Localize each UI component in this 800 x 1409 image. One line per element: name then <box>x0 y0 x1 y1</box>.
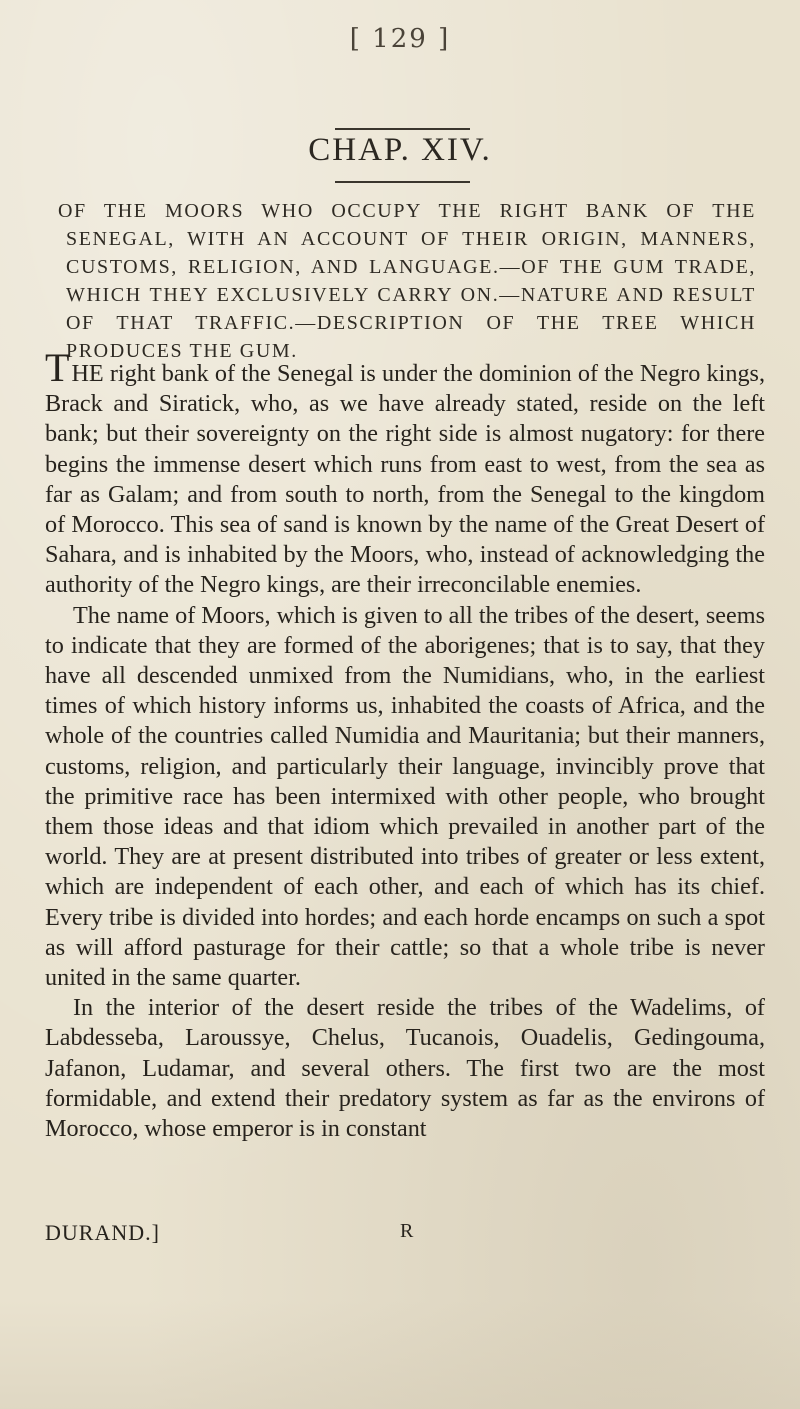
top-rule <box>335 128 470 130</box>
paragraph-1 <box>45 345 766 601</box>
page-shading <box>0 1300 800 1409</box>
lead-word: HE <box>71 360 104 387</box>
body-text <box>45 345 766 1144</box>
chapter-summary: OF THE MOORS WHO OCCUPY THE RIGHT BANK OF THE SENEGAL, WITH AN ACCOUNT OF THEIR ORIGIN, MANNERS, CUSTOMS, RELIGION, AND LANGUAGE.—OF THE GUM TRADE, WHICH THEY EXCLUSIVELY CARRY ON.—NATURE AND RESULT OF THAT TRAFFIC.—DESCRIPTION OF THE TREE WHICH PRODUCES THE GUM. <box>58 200 756 362</box>
chapter-title: CHAP. XIV. <box>308 132 492 168</box>
catchword: DURAND.] <box>45 1220 160 1245</box>
drop-cap: T <box>45 345 70 390</box>
page-number: [ 129 ] <box>349 24 451 54</box>
paragraph-2: The name of Moors, which is given to all the tribes of the desert, seems to indicate that they are formed of the aborigenes; that is to say, that they have all descended unmixed from the Numidians, who, in the earliest times of which history informs us, inhabited the coasts of Africa, and the whole of the countries called Numidia and Mauritania; but their manners, customs, religion, and particularly their language, invincibly prove that the primitive race has been intermixed with other people, who brought them those ideas and that idiom which prevailed in another part of the world. They are at present distributed into tribes of greater or less extent, which are independent of each other, and each of which has its chief. Every tribe is divided into hordes; and each horde encamps on such a spot as will afford pasturage for their cattle; so that a whole tribe is never united in the same quarter. <box>45 601 765 992</box>
paragraph-1-text: right bank of the Senegal is under the dominion of the Negro kings, Brack and Siratick, who, as we have already stated, reside on the left bank; but their sovereignty on the right side is almost nugatory: for there begins the immense desert which runs from east to west, from the sea as far as Galam; and from south to north, from the Senegal to the kingdom of Morocco. This sea of sand is known by the name of the Great Desert of Sahara, and is inhabited by the Moors, who, instead of acknowledging the authority of the Negro kings, are their irreconcilable enemies. <box>45 360 766 599</box>
signature-mark: R <box>400 1220 414 1242</box>
paragraph-3: In the interior of the desert reside the tribes of the Wadelims, of Labdesseba, Laroussye, Chelus, Tucanois, Ouadelis, Gedingouma, Jafanon, Ludamar, and several others. The first two are the most formidable, and extend their predatory system as far as the environs of Morocco, whose emperor is in constant <box>45 994 765 1143</box>
bottom-rule <box>335 181 470 183</box>
